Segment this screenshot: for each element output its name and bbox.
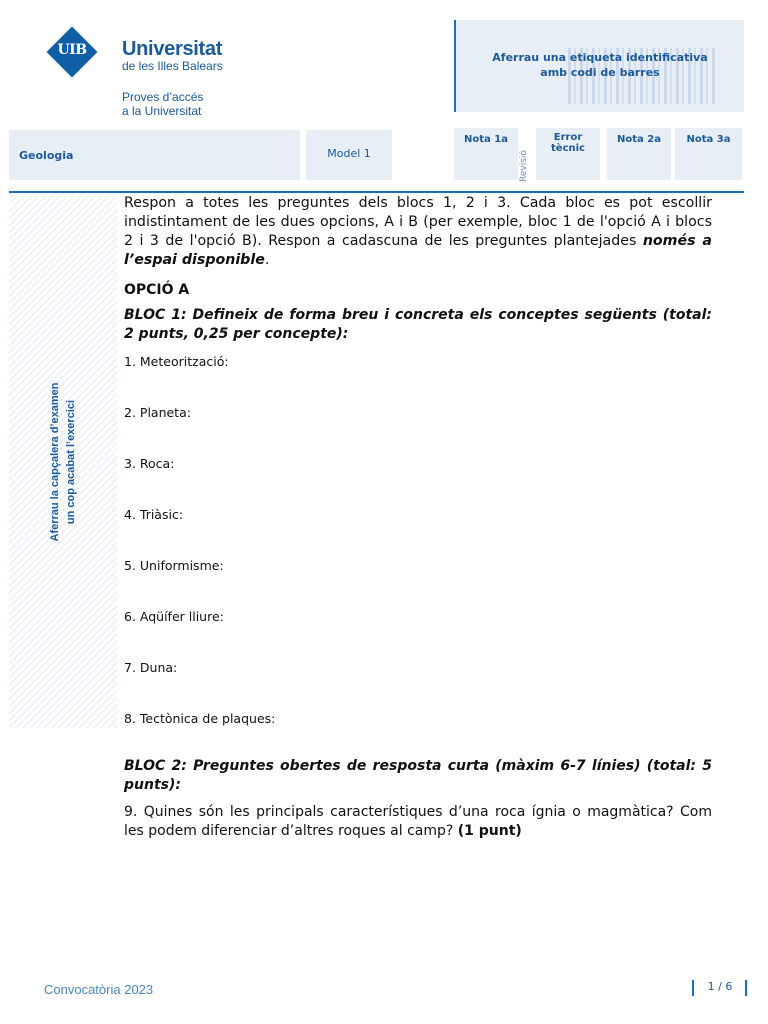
bloc1-title: BLOC 1: Defineix de forma breu i concreta els conceptes següents (total: 2 punts, 0,25 per concepte): (124, 307, 712, 342)
model-label: Model 1 (327, 147, 371, 160)
model-box (306, 130, 392, 180)
list-item: 5. Uniformisme: (124, 558, 224, 573)
concept-list (124, 354, 712, 749)
list-item: 7. Duna: (124, 660, 178, 675)
university-name: Universitat (122, 38, 223, 60)
tagline-line1: Proves d’accés (122, 90, 204, 104)
nota-3a-label: Nota 3a (686, 134, 731, 145)
label-line1: Aferrau una etiqueta identificativa (492, 51, 708, 64)
instructions-text: Respon a totes les preguntes dels blocs 1, 2 i 3. Cada bloc es pot escollir indistintament de les dues opcions, A i B (per exemple, bloc 1 de l'opció A i blocs 2 i 3 de l'opció B). Respon a cadascuna de les preguntes plantejades (124, 195, 712, 249)
error-tecnic-box (536, 128, 600, 180)
nota-2a-box (607, 128, 671, 180)
nota-2a-label: Nota 2a (617, 134, 661, 145)
nota-1a-box (454, 128, 518, 180)
page-number: 1 / 6 (707, 980, 733, 993)
logo-mark: UIB (57, 42, 87, 58)
nota-3a-box (675, 128, 742, 180)
nota-1a-label: Nota 1a (464, 134, 508, 145)
footer-divider-left (692, 980, 694, 996)
label-line2: amb codi de barres (540, 66, 660, 79)
question-9 (124, 803, 712, 841)
option-heading: OPCIÓ A (124, 282, 190, 298)
bloc2-title: BLOC 2: Preguntes obertes de resposta curta (màxim 6-7 línies) (total: 5 punts): (124, 758, 712, 793)
university-subtitle: de les Illes Balears (122, 59, 223, 73)
instructions (124, 194, 712, 270)
instructions-emphasis: només a l’espai disponible (124, 233, 712, 268)
exam-content (124, 194, 712, 841)
header-divider (9, 191, 744, 193)
footer-divider-right (745, 980, 747, 996)
sidebar-instruction (47, 312, 79, 612)
instructions-end: . (264, 252, 270, 268)
uib-logo (46, 24, 246, 116)
list-item: 8. Tectònica de plaques: (124, 711, 276, 726)
sidebar-line1: Aferrau la capçalera d’examen (49, 382, 61, 542)
list-item: 3. Roca: (124, 456, 175, 471)
list-item: 6. Aqüífer lliure: (124, 609, 224, 624)
revisio-label: Revisió (519, 150, 529, 182)
subject-label: Geologia (19, 149, 74, 162)
error-tecnic-label: Error tècnic (551, 132, 585, 154)
question-9-text: 9. Quines són les principals característiques d’una roca ígnia o magmàtica? Com les podem diferenciar d’altres roques al camp? (124, 804, 712, 839)
list-item: 4. Triàsic: (124, 507, 184, 522)
barcode-label-text (456, 50, 744, 80)
question-9-points: (1 punt) (457, 823, 522, 839)
barcode-label-area (454, 20, 744, 112)
footer-convocatoria: Convocatòria 2023 (44, 982, 154, 997)
list-item: 1. Meteorització: (124, 354, 229, 369)
list-item: 2. Planeta: (124, 405, 191, 420)
tagline-line2: a la Universitat (122, 104, 202, 118)
sidebar-line2: un cop acabat l’exercici (65, 399, 77, 525)
subject-box (9, 130, 300, 180)
